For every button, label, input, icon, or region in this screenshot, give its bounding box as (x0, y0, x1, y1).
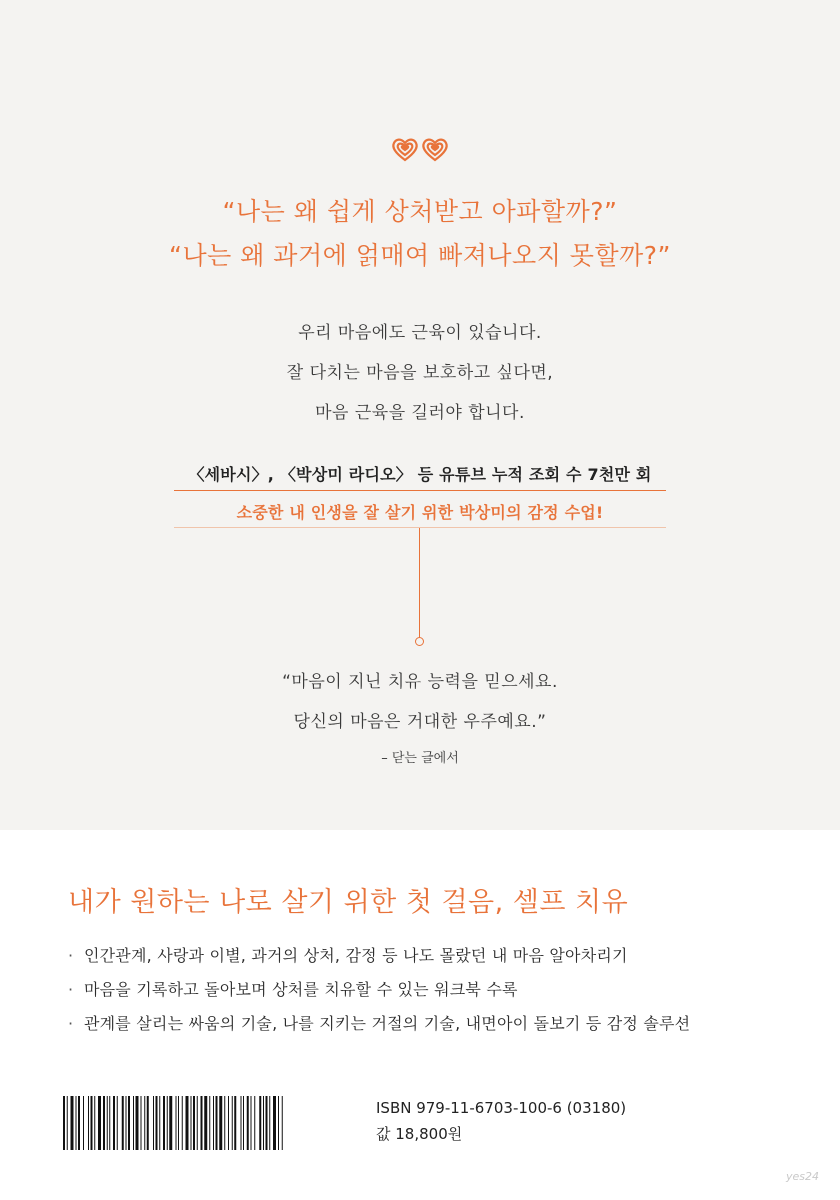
barcode-bar (186, 1096, 189, 1150)
barcode-bar (169, 1096, 172, 1150)
list-item-text: 관계를 살리는 싸움의 기술, 나를 지키는 거절의 기술, 내면아이 돌보기 등 감정 솔루션 (84, 1014, 691, 1033)
barcode-bar (71, 1096, 74, 1150)
barcode-bar (197, 1096, 198, 1150)
barcode-bar (126, 1096, 127, 1150)
barcode-bar (254, 1096, 255, 1150)
barcode-bar (234, 1096, 236, 1150)
closing-quote-line: 당신의 마음은 거대한 우주예요.” (293, 712, 547, 732)
barcode-bar (163, 1096, 165, 1150)
barcode-bar (103, 1096, 105, 1150)
barcode-bar (83, 1096, 84, 1150)
barcode-bar (144, 1096, 145, 1150)
vertical-connector-line (419, 528, 420, 638)
barcode-bar (209, 1096, 210, 1150)
promo-divider (174, 527, 666, 528)
barcode-bar (136, 1096, 139, 1150)
price-label: 값 18,800원 (376, 1125, 463, 1143)
barcode-bar (266, 1096, 268, 1150)
barcode-bar (259, 1096, 261, 1150)
barcode-bar (224, 1096, 225, 1150)
bullet-mark: · (68, 980, 74, 999)
barcode-bar (147, 1096, 149, 1150)
barcode-bar (76, 1096, 77, 1150)
barcode-bar (159, 1096, 160, 1150)
barcode-bar (273, 1096, 276, 1150)
barcode-bar (182, 1096, 183, 1150)
barcode-bar (191, 1096, 192, 1150)
barcode-bar (228, 1096, 229, 1150)
barcode-bar (176, 1096, 177, 1150)
barcode-bar (117, 1096, 118, 1150)
bullet-mark: · (68, 946, 74, 965)
barcode-bar (216, 1096, 218, 1150)
barcode-bar (91, 1096, 93, 1150)
barcode-bar (141, 1096, 142, 1150)
headline-quote-1: “나는 왜 쉽게 상처받고 아파할까?” (222, 197, 618, 226)
body-text-line: 우리 마음에도 근육이 있습니다. (298, 323, 542, 343)
headline-quote-2: “나는 왜 과거에 얽매여 빠져나오지 못할까?” (169, 241, 671, 270)
list-item (68, 944, 690, 978)
isbn-number: ISBN 979-11-6703-100-6 (03180) (376, 1099, 627, 1117)
closing-quote-line: “마음이 지닌 치유 능력을 믿으세요. (282, 672, 558, 692)
watermark-logo: yes24 (786, 1170, 820, 1183)
barcode-bar (193, 1096, 195, 1150)
barcode-bar (113, 1096, 115, 1150)
barcode-bar (201, 1096, 203, 1150)
barcode-bar (94, 1096, 95, 1150)
barcode-bar (243, 1096, 244, 1150)
barcode-bar (241, 1096, 242, 1150)
barcode-bar (219, 1096, 222, 1150)
barcode-bar (269, 1096, 270, 1150)
body-text-line: 잘 다치는 마음을 보호하고 싶다면, (286, 363, 554, 383)
barcode-bar (109, 1096, 110, 1150)
barcode-bar (98, 1096, 101, 1150)
barcode-bar (282, 1096, 283, 1150)
barcode-bar (153, 1096, 154, 1150)
barcode-bar (232, 1096, 233, 1150)
barcode-bar (133, 1096, 134, 1150)
barcode-bar (167, 1096, 168, 1150)
promo-tagline: 소중한 내 인생을 잘 살기 위한 박상미의 감정 수업! (236, 503, 604, 522)
barcode-bar (156, 1096, 158, 1150)
barcode-bar (263, 1096, 264, 1150)
barcode-bar (67, 1096, 68, 1150)
barcode-bar (128, 1096, 130, 1150)
promo-divider (174, 490, 666, 491)
promo-youtube-views: 〈세바시〉, 〈박상미 라디오〉 등 유튜브 누적 조회 수 7천만 회 (188, 465, 652, 484)
double-heart-icon (390, 136, 450, 162)
body-text-line: 마음 근육을 길러야 합니다. (315, 403, 525, 423)
barcode-bar (251, 1096, 252, 1150)
isbn-barcode (63, 1096, 353, 1150)
list-item (68, 1012, 690, 1046)
section-subtitle: 내가 원하는 나로 살기 위한 첫 걸음, 셀프 치유 (68, 887, 629, 918)
barcode-bar (213, 1096, 214, 1150)
barcode-bar (63, 1096, 65, 1150)
list-item-text: 마음을 기록하고 돌아보며 상처를 치유할 수 있는 워크북 수록 (84, 980, 518, 999)
barcode-bar (247, 1096, 249, 1150)
list-item (68, 978, 690, 1012)
bullet-mark: · (68, 1014, 74, 1033)
barcode-bar (204, 1096, 207, 1150)
barcode-bar (178, 1096, 179, 1150)
closing-quote-source: – 닫는 글에서 (381, 751, 459, 766)
feature-list (68, 944, 690, 1046)
barcode-bar (107, 1096, 108, 1150)
barcode-bar (122, 1096, 124, 1150)
barcode-bar (278, 1096, 279, 1150)
list-item-text: 인간관계, 사랑과 이별, 과거의 상처, 감정 등 나도 몰랐던 내 마음 알아차리기 (84, 946, 628, 965)
connector-dot (415, 637, 424, 646)
barcode-bar (88, 1096, 89, 1150)
barcode-bar (78, 1096, 80, 1150)
